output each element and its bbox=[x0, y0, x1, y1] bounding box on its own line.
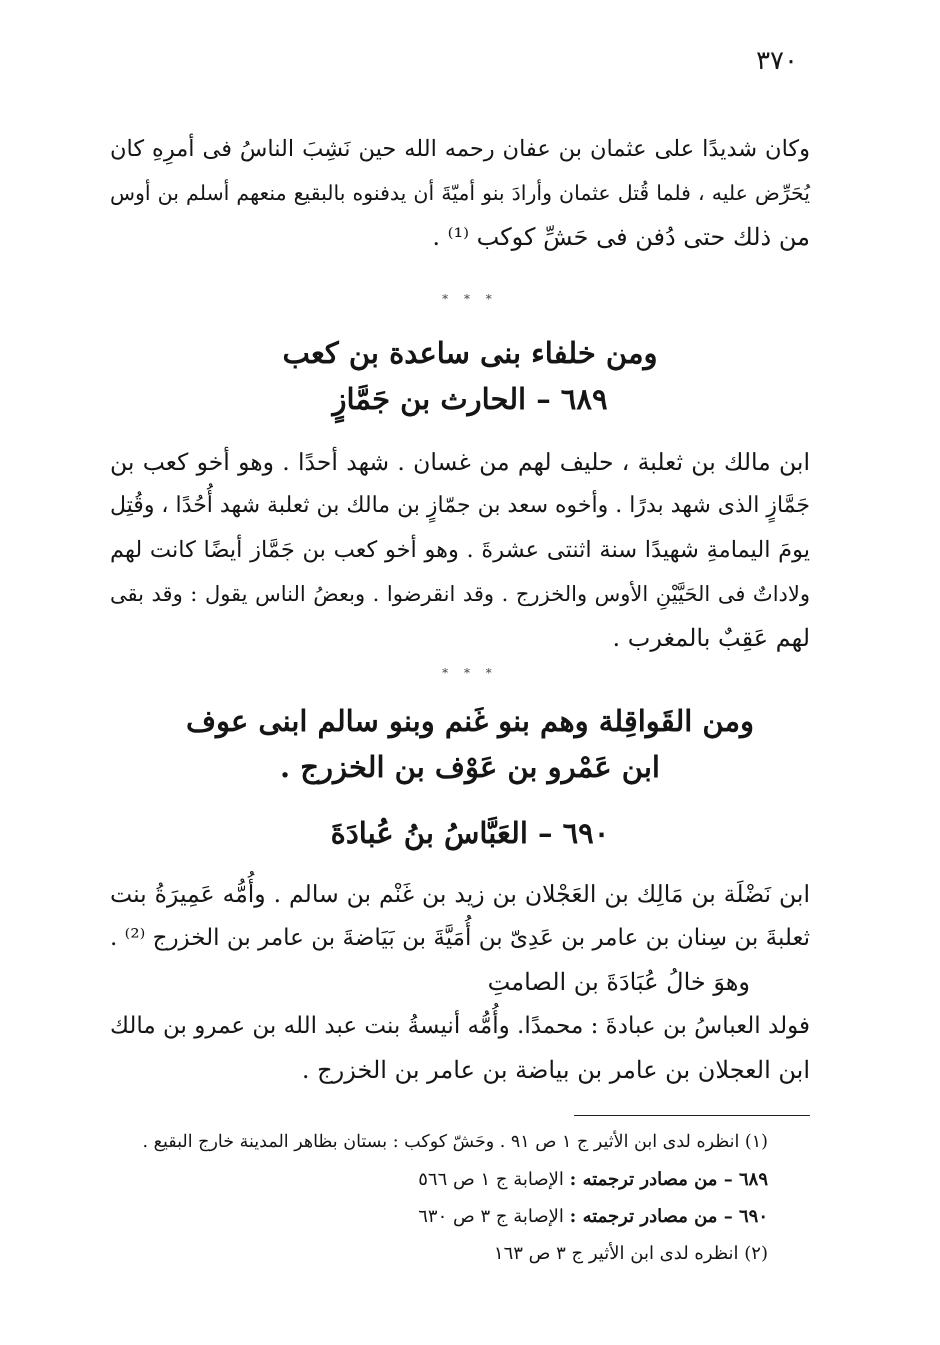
paragraph-line: جَمَّازٍ الذى شهد بدرًا . وأخوه سعد بن جمّازٍ بن مالك بن ثعلبة شهد أُحُدًا ، وقُتِل bbox=[110, 493, 810, 518]
entry-heading-690: ٦٩٠ – العَبَّاسُ بنُ عُبادَةَ bbox=[330, 816, 610, 850]
section-heading-qawaqila-1: ومن القَواقِلة وهم بنو غَنم وبنو سالم ابنى عوف bbox=[185, 704, 755, 738]
paragraph-line: فولد العباسُ بن عبادةَ : محمدًا. وأُمُّه أنيسةُ بنت عبد الله بن عمرو بن مالك bbox=[110, 1013, 810, 1039]
sources-690 bbox=[128, 1198, 768, 1235]
paragraph-line: وكان شديدًا على عثمان بن عفان رحمه الله حين نَشِبَ الناسُ فى أمرِهِ كان bbox=[110, 136, 810, 162]
footnotes bbox=[128, 1124, 768, 1272]
paragraph-line: يُحَرِّض عليه ، فلما قُتل عثمان وأرادَ بنو أميّةَ أن يدفنوه بالبقيع منعهم أسلم بن أوس bbox=[110, 181, 810, 205]
section-heading-qawaqila-2: ابن عَمْرو بن عَوْف بن الخزرج . bbox=[280, 750, 660, 784]
paragraph-line: ولاداتٌ فى الحَيَّيْنِ الأوس والخزرج . وقد انقرضوا . وبعضُ الناس يقول : وقد بقى bbox=[110, 582, 810, 606]
section-heading-saeda: ومن خلفاء بنى ساعدة بن كعب bbox=[282, 336, 658, 370]
paragraph-line: من ذلك حتى دُفن فى حَشِّ كوكب ⁽¹⁾ . bbox=[432, 223, 810, 251]
section-separator: * * * bbox=[442, 292, 498, 306]
sources-689 bbox=[128, 1161, 768, 1198]
paragraph-line: ابن العجلان بن عامر بن بياضة بن عامر بن الخزرج . bbox=[301, 1056, 810, 1084]
entry-689-paragraph bbox=[110, 440, 810, 660]
entry-690-offspring-paragraph bbox=[110, 1004, 810, 1092]
entry-heading-689: ٦٨٩ – الحارث بن جَمَّازٍ bbox=[332, 382, 608, 416]
footnote-2: (٢) انظره لدى ابن الأثير ج ٣ ص ١٦٣ bbox=[493, 1243, 768, 1264]
paragraph-line: ابن نَضْلَة بن مَالِك بن العَجْلان بن زيد بن غَنْم بن سالم . وأُمُّه عَمِيرَةُ بنت bbox=[110, 880, 810, 908]
footnote-1: (١) انظره لدى ابن الأثير ج ١ ص ٩١ . وحَشّ كوكب : بستان بظاهر المدينة خارج البقيع . bbox=[142, 1132, 768, 1152]
page-number: ٣٧٠ bbox=[756, 46, 798, 76]
footnote-divider bbox=[574, 1115, 810, 1116]
paragraph-line: يومَ اليمامةِ شهيدًا سنة اثنتى عشرةَ . وهو أخو كعب بن جَمَّاز أيضًا كانت لهم bbox=[110, 537, 810, 563]
paragraph-line: لهم عَقِبٌ بالمغرب . bbox=[612, 624, 810, 652]
paragraph-line: وهوَ خالُ عُبَادَةَ بن الصامتِ bbox=[487, 968, 750, 996]
sources-690-label: ٦٩٠ – من مصادر ترجمته : bbox=[569, 1206, 768, 1227]
continuation-paragraph bbox=[110, 127, 810, 259]
sources-690-text: الإصابة ج ٣ ص ٦٣٠ bbox=[418, 1206, 564, 1227]
section-separator: * * * bbox=[442, 666, 498, 680]
paragraph-line: ابن مالك بن ثعلبة ، حليف لهم من غسان . شهد أحدًا . وهو أخو كعب بن bbox=[110, 448, 810, 476]
sources-689-label: ٦٨٩ – من مصادر ترجمته : bbox=[569, 1169, 768, 1190]
entry-690-paragraph bbox=[110, 872, 810, 1004]
sources-689-text: الإصابة ج ١ ص ٥٦٦ bbox=[418, 1169, 564, 1190]
paragraph-line: ثعلبةَ بن سِنان بن عامر بن عَدِىّ بن أُمَيَّةَ بن بَيَاضةَ بن عامر بن الخزرج ⁽²⁾ . bbox=[110, 925, 810, 951]
